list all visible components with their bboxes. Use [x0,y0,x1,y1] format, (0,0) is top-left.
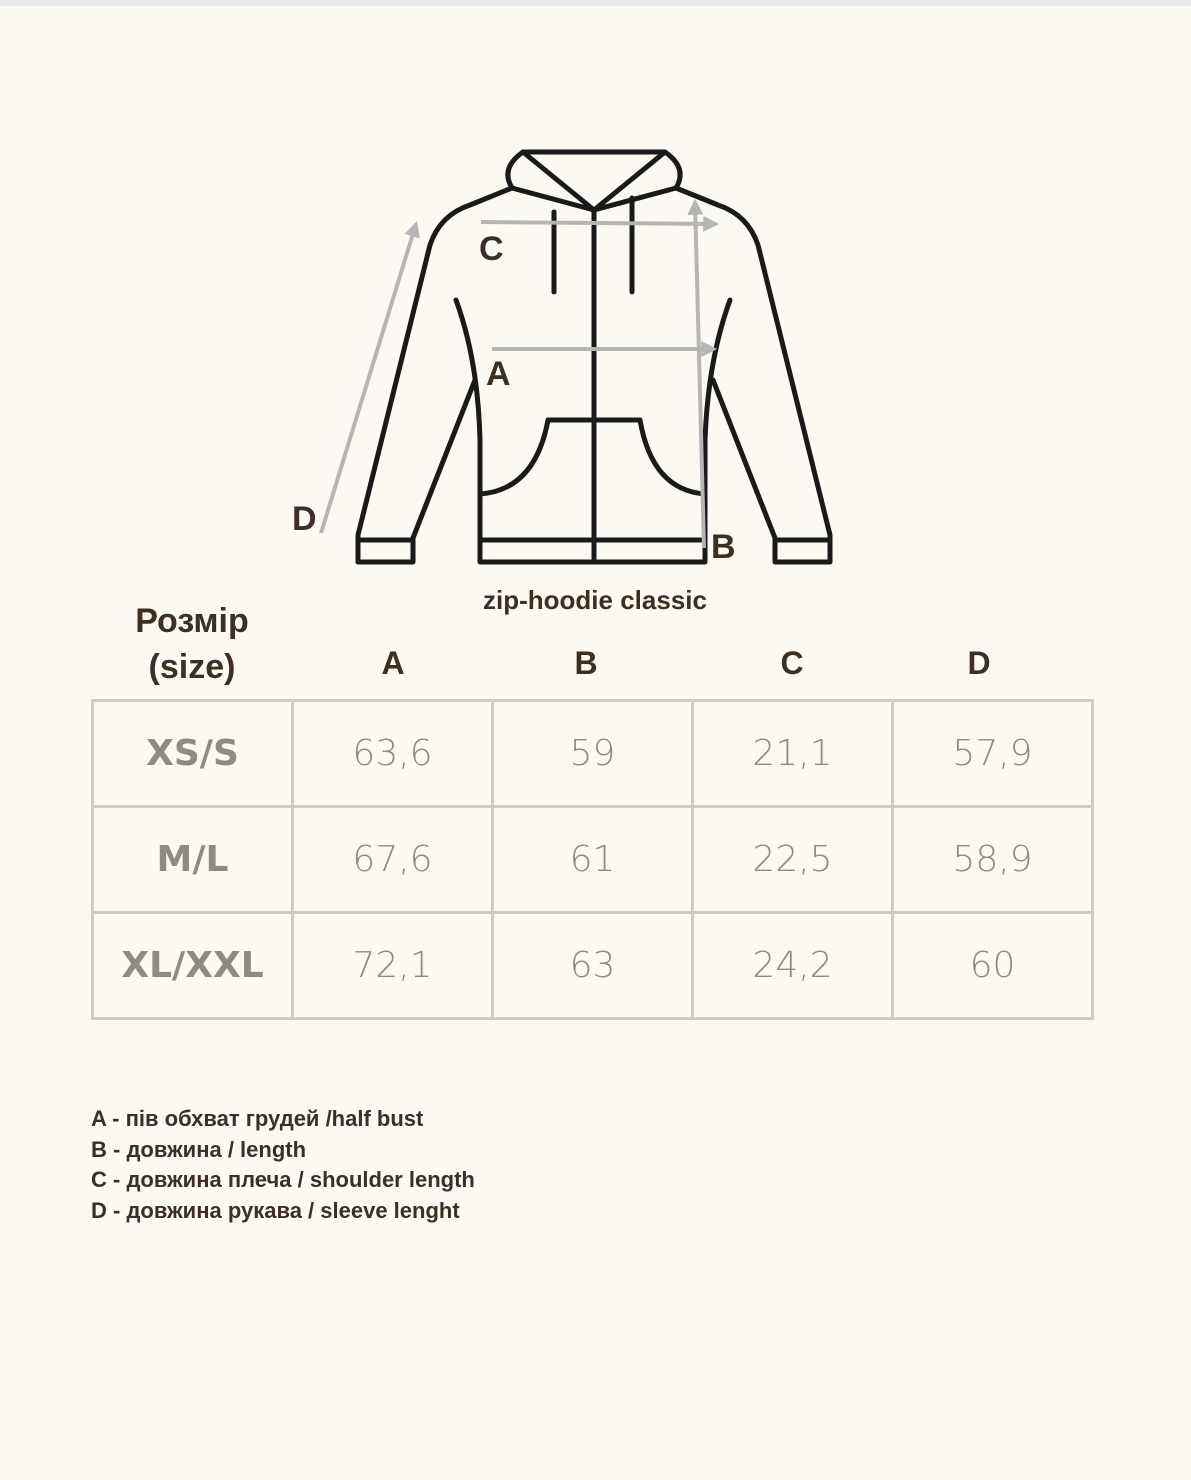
measurement-legend [91,1104,475,1226]
legend-item-a: A - пів обхват грудей /half bust [91,1106,424,1131]
value-cell: 63,6 [293,701,493,807]
label-b: B [711,528,736,566]
table-row [93,913,1093,1019]
value-cell: 24,2 [693,913,893,1019]
value-cell: 67,6 [293,807,493,913]
size-table [91,699,1094,1020]
size-title-line2: (size) [148,648,236,686]
value-cell: 22,5 [693,807,893,913]
diagram-caption: zip-hoodie classic [483,585,707,615]
column-header-a: A [381,645,405,681]
hoodie-diagram [280,140,860,580]
label-a: A [486,355,511,393]
column-header-d: D [967,645,991,681]
label-d: D [292,500,317,538]
value-cell: 61 [493,807,693,913]
zip-hoodie-outline-icon [280,140,860,580]
legend-item-d: D - довжина рукава / sleeve lenght [91,1197,460,1223]
value-cell: 63 [493,913,693,1019]
value-cell: 21,1 [693,701,893,807]
legend-item-c: C - довжина плеча / shoulder length [91,1167,475,1192]
column-header-c: C [780,645,804,681]
top-bar [0,0,1191,6]
legend-item-b: B - довжина / length [91,1136,307,1162]
column-header-b: B [574,645,598,681]
size-title-line1: Розмір [135,602,249,640]
size-cell: M/L [93,807,293,913]
label-c: C [479,230,504,268]
value-cell: 57,9 [893,701,1093,807]
table-row [93,807,1093,913]
value-cell: 59 [493,701,693,807]
table-row [93,701,1093,807]
size-cell: XS/S [93,701,293,807]
value-cell: 72,1 [293,913,493,1019]
size-cell: XL/XXL [93,913,293,1019]
value-cell: 58,9 [893,807,1093,913]
size-column-title [92,598,292,690]
value-cell: 60 [893,913,1093,1019]
